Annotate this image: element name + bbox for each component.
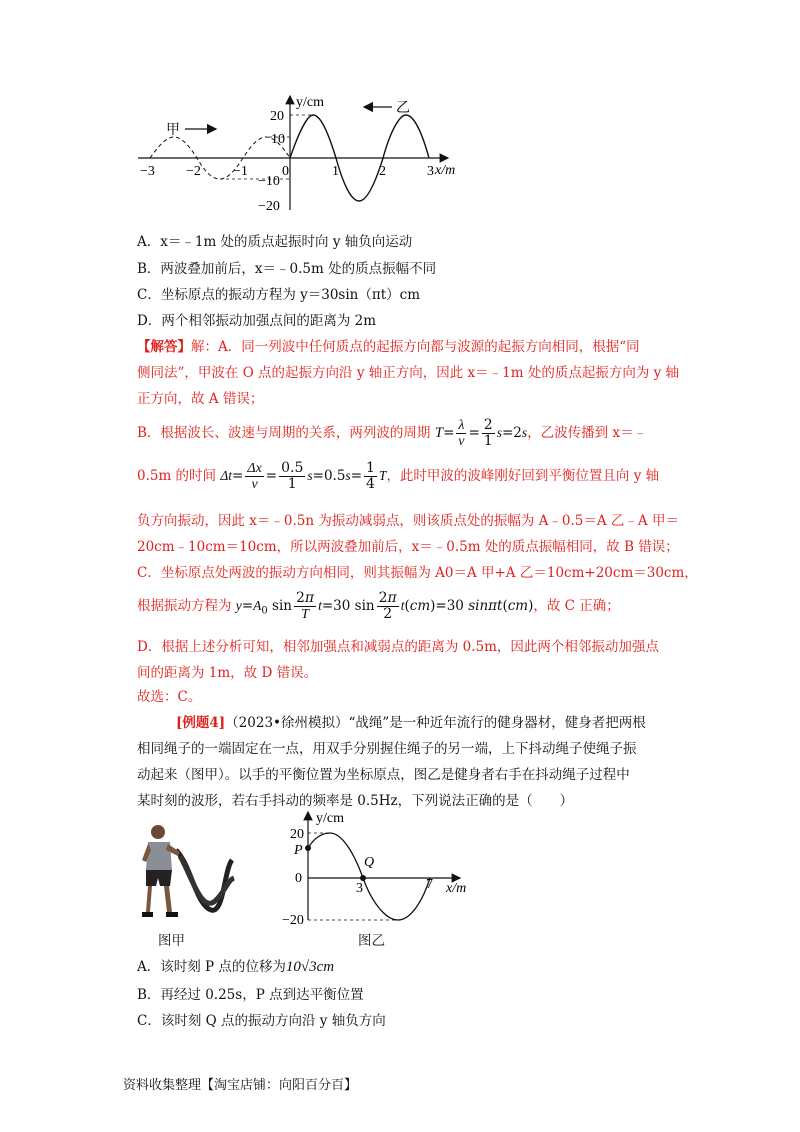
option-d: D．两个相邻振动加强点间的距离为 2m — [137, 313, 377, 329]
tick-x: −2 — [186, 164, 201, 179]
option2-a: A．该时刻 P 点的位移为10√3cm — [137, 959, 335, 975]
label-Q: Q — [364, 855, 375, 870]
label-P: P — [294, 843, 303, 858]
answer-b-line2: 0.5m 的时间 Δt= $\frac{\Delta x}{v}$ = $\frac{0.5}{1}$ s=0.5s= $\frac{1}{4}$ T，此时甲波的波峰刚好回到平衡位置且向 y 轴 — [137, 460, 660, 492]
y-axis-label-2: y/cm — [316, 811, 344, 826]
caption-jia: 图甲 — [158, 933, 185, 949]
point-P — [305, 845, 311, 851]
answer-b-line3: 负方向振动，因此 x＝﹣0.5n 为振动减弱点，则该质点处的振幅为 A﹣0.5＝A 乙﹣A 甲＝ — [137, 513, 679, 529]
label-jia: 甲 — [166, 123, 180, 138]
tick-2: 20 — [290, 827, 304, 842]
battle-rope-photo — [136, 820, 236, 924]
option-c: C．坐标原点的振动方程为 y＝30sin（πt）cm — [137, 287, 421, 303]
tick-2: 3 — [356, 881, 363, 896]
answer-tag: 【解答】 — [137, 339, 191, 355]
tick-x: 3 — [427, 164, 434, 179]
tick-x: 2 — [379, 164, 386, 179]
example4-tag: [例题4] — [176, 715, 226, 731]
tick-2: 0 — [295, 871, 302, 886]
tick-y: 20 — [270, 109, 284, 124]
option2-c: C．该时刻 Q 点的振动方向沿 y 轴负方向 — [137, 1013, 386, 1029]
example4-line2: 相同绳子的一端固定在一点，用双手分别握住绳子的另一端，上下抖动绳子使绳子振 — [137, 741, 637, 757]
wave-curve — [308, 833, 430, 920]
example4-line3: 动起来（图甲）。以手的平衡位置为坐标原点，图乙是健身者右手在抖动绳子过程中 — [137, 767, 630, 783]
tick-y: 10 — [271, 132, 285, 147]
answer-b-line1: B．根据波长、波速与周期的关系，两列波的周期 T= $\frac{\lambda}{v}$ = $\frac{2}{1}$ s=2s，乙波传播到 x＝﹣ — [137, 417, 648, 449]
x-axis-label: x/m — [435, 163, 456, 178]
tick-y: −10 — [258, 174, 280, 189]
example4-line4: 某时刻的波形，若右手抖动的频率是 0.5Hz，下列说法正确的是（ ） — [137, 793, 574, 809]
label-yi: 乙 — [396, 101, 410, 116]
answer-a-line1: 【解答】解：A．同一列波中任何质点的起振方向都与波源的起振方向相同，根据“同 — [137, 339, 640, 355]
option2-a-math: 10√3cm — [285, 959, 335, 975]
option2-b: B．再经过 0.25s，P 点到达平衡位置 — [137, 987, 364, 1003]
tick-x: −3 — [140, 164, 155, 179]
tick-x: 0 — [282, 164, 289, 179]
tick-2: 7 — [426, 877, 433, 892]
answer-choice: 故选：C。 — [137, 689, 202, 705]
tick-x: −1 — [233, 164, 248, 179]
answer-c-line2: 根据振动方程为 $y=A_0$ sin $\frac{2\pi}{T}$ t=30 sin $\frac{2\pi}{2}$ t(cm)=30 sinπt(cm)，故 C 正确； — [137, 590, 620, 622]
tick-x: 1 — [332, 164, 339, 179]
answer-a-line3: 正方向，故 A 错误； — [137, 391, 264, 407]
tick-2: −20 — [282, 913, 304, 926]
answer-b-line4: 20cm﹣10cm＝10cm，所以两波叠加前后，x＝﹣0.5m 处的质点振幅相同，故 B 错误； — [137, 539, 679, 555]
wave-figure-2 — [280, 808, 490, 926]
answer-d-line1: D．根据上述分析可知，相邻加强点和减弱点的距离为 0.5m，因此两个相邻振动加强点 — [137, 639, 659, 655]
footer-source: 资料收集整理【淘宝店铺：向阳百分百】 — [123, 1078, 358, 1093]
tick-y: −20 — [258, 199, 280, 214]
answer-a-line2: 侧同法”，甲波在 O 点的起振方向沿 y 轴正方向，因此 x＝﹣1m 处的质点起振方向为 y 轴 — [137, 365, 680, 381]
example4-line1: [例题4]（2023•徐州模拟）“战绳”是一种近年流行的健身器材，健身者把两根 — [176, 715, 646, 731]
option-b: B．两波叠加前后，x＝﹣0.5m 处的质点振幅不同 — [137, 261, 437, 277]
option-a: A．x＝﹣1m 处的质点起振时向 y 轴负向运动 — [137, 234, 413, 250]
answer-c-line1: C．坐标原点处两波的振动方向相同，则其振幅为 A0＝A 甲+A 乙＝10cm+20cm＝30cm， — [137, 565, 698, 581]
answer-d-line2: 间的距离为 1m，故 D 错误。 — [137, 665, 318, 681]
caption-yi: 图乙 — [358, 933, 385, 949]
y-axis-label: y/cm — [296, 95, 324, 110]
x-axis-label-2: x/m — [446, 881, 467, 896]
wave-figure-1 — [130, 92, 480, 220]
